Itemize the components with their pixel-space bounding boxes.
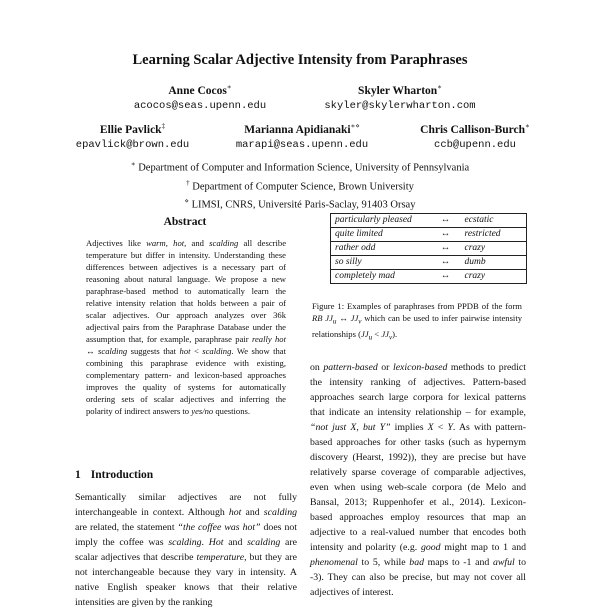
author-name: Marianna Apidianaki∗⋄ xyxy=(244,122,360,136)
author-name: Anne Cocos∗ xyxy=(168,83,232,97)
abstract-text: Adjectives like warm, hot, and scalding all describe temperature but differ in intensity. Understanding these differences between adjectives is a necessary part of reasoning about natural language. We propose a new paraphrase-based method to automatically learn the relative intensity relation that holds between a pair of scalar adjectives. Our approach analyzes over 36k adjectival pairs from the Paraphrase Database under the assumption that, for example, paraphrase pair really hot ↔ scalding suggests that hot < scalding. We show that combining this paraphrase evidence with existing, complementary pattern- and lexicon-based approaches improves the quality of systems for automatically ordering sets of scalar adjectives and inferring the polarity of indirect answers to yes/no questions. xyxy=(86,238,287,416)
paraphrase-row xyxy=(331,242,527,256)
paraphrase-right: dumb xyxy=(461,256,527,270)
paraphrase-row xyxy=(331,214,527,228)
paraphrase-arrow: ↔ xyxy=(431,256,461,270)
right-column-clip xyxy=(310,358,530,600)
paraphrase-left: so silly xyxy=(331,256,431,270)
paraphrase-left: quite limited xyxy=(331,228,431,242)
intro-column-clip xyxy=(75,488,299,608)
section-heading-introduction: 1 Introduction xyxy=(75,469,154,481)
paraphrase-row xyxy=(331,270,527,284)
paraphrase-left: rather odd xyxy=(331,242,431,256)
author-chris-callison-burch xyxy=(390,119,560,153)
paraphrase-right: crazy xyxy=(461,270,527,284)
right-column-text: on pattern-based or lexicon-based methods to predict the intensity ranking of adjectives. Pattern-based approaches search large corpora for lexical patterns that indicate an intensity relationship – for example, “not just X, but Y” implies X < Y. As with pattern-based approaches for other tasks (such as hypernym discovery (Hearst, 1992)), they are precise but have relatively sparse coverage of comparable adjectives, even when using web-scale corpora (de Melo and Bansal, 2013; Ruppenhofer et al., 2014). Lexicon-based approaches employ resources that map an adjective to a real-valued number that encodes both intensity and polarity (e.g. good might map to 1 and phenomenal to 5, while bad maps to -1 and awful to -3). They can also be precise, but may not cover all adjectives of interest. xyxy=(310,362,527,598)
abstract-heading: Abstract xyxy=(163,216,207,228)
author-email: marapi@seas.upenn.edu xyxy=(235,138,369,151)
paraphrase-left: particularly pleased xyxy=(331,214,431,228)
affiliations xyxy=(0,157,600,213)
paraphrase-arrow: ↔ xyxy=(431,242,461,256)
author-email: skyler@skylerwharton.com xyxy=(324,99,476,112)
affiliation-limsi: ⋄ LIMSI, CNRS, Université Paris-Saclay, 91403 Orsay xyxy=(184,197,416,211)
author-name: Ellie Pavlick‡ xyxy=(99,122,166,136)
affiliation-penn: ∗ Department of Computer and Information Science, University of Pennsylvania xyxy=(130,160,470,174)
intro-text: Semantically similar adjectives are not fully interchangeable in context. Although hot and scalding are related, the statement “the coffee was hot” does not imply the coffee was scalding. Hot and scalding are scalar adjectives that describe temperature, but they are not interchangeable because they vary in intensity. A native English speaker knows that their relative intensities are given by the ranking xyxy=(75,492,298,608)
paraphrase-right: restricted xyxy=(461,228,527,242)
author-name: Chris Callison-Burch∗ xyxy=(420,122,530,136)
author-name: Skyler Wharton∗ xyxy=(358,83,442,97)
author-anne-cocos xyxy=(100,80,300,114)
paraphrase-row xyxy=(331,256,527,270)
author-email: epavlick@brown.edu xyxy=(75,138,190,151)
author-ellie-pavlick xyxy=(55,119,210,153)
author-skyler-wharton xyxy=(300,80,500,114)
figure-caption: Figure 1: Examples of paraphrases from PPDB of the form RB $JJ_u$ ↔ $JJ_v$ which can be used to infer pairwise intensity relationships $(JJ_u < JJ_v)$. xyxy=(312,301,523,342)
author-marianna-apidianaki xyxy=(212,119,392,153)
paraphrase-arrow: ↔ xyxy=(431,228,461,242)
paraphrase-arrow: ↔ xyxy=(431,270,461,284)
paraphrase-table xyxy=(330,213,527,284)
paraphrase-right: ecstatic xyxy=(461,214,527,228)
paper-title: Learning Scalar Adjective Intensity from Paraphrases xyxy=(132,52,468,68)
author-email: ccb@upenn.edu xyxy=(434,138,516,151)
affiliation-brown: † Department of Computer Science, Brown University xyxy=(186,178,414,192)
paraphrase-arrow: ↔ xyxy=(431,214,461,228)
paraphrase-left: completely mad xyxy=(331,270,431,284)
paraphrase-right: crazy xyxy=(461,242,527,256)
author-email: acocos@seas.upenn.edu xyxy=(133,99,267,112)
paraphrase-row xyxy=(331,228,527,242)
